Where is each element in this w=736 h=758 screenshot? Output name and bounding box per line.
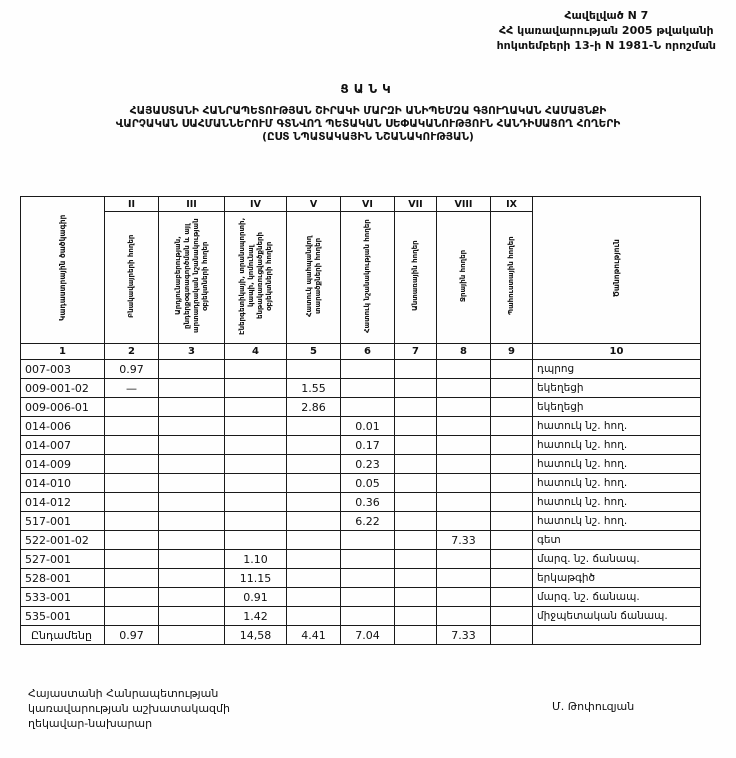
cadastral-code: 517-001 — [21, 512, 105, 531]
cell-value — [395, 474, 437, 493]
cell-value — [287, 360, 341, 379]
cell-value: 1.55 — [287, 379, 341, 398]
roman-numeral: VIII — [437, 197, 491, 212]
cell-value — [159, 569, 225, 588]
cell-value — [491, 493, 533, 512]
cell-value: 1.10 — [225, 550, 287, 569]
cell-value — [395, 531, 437, 550]
column-header-cadastral-code — [21, 197, 105, 344]
cell-value — [105, 531, 159, 550]
appendix-decision-line: հոկտեմբերի 13-ի N 1981-Ն որոշման — [496, 39, 716, 52]
appendix-number: Հավելված N 7 — [564, 9, 649, 22]
table-row — [21, 550, 701, 569]
total-row — [21, 626, 701, 645]
cell-value — [491, 474, 533, 493]
cell-value — [225, 493, 287, 512]
note-cell: եկեղեցի — [533, 398, 701, 417]
cell-value: 0.01 — [341, 417, 395, 436]
cell-value: 0.91 — [225, 588, 287, 607]
cell-value — [287, 474, 341, 493]
roman-numeral: IX — [491, 197, 533, 212]
cell-value — [491, 588, 533, 607]
cell-value — [395, 512, 437, 531]
cell-value — [395, 379, 437, 398]
cell-value — [105, 569, 159, 588]
cell-value: — — [105, 379, 159, 398]
cell-value — [341, 550, 395, 569]
cell-value — [341, 607, 395, 626]
column-header-water-lands — [437, 212, 491, 344]
total-note — [533, 626, 701, 645]
cell-value — [105, 474, 159, 493]
cell-value — [395, 588, 437, 607]
cell-value — [287, 417, 341, 436]
cell-value — [225, 474, 287, 493]
cell-value — [437, 455, 491, 474]
column-number-row — [21, 344, 701, 360]
total-value: 0.97 — [105, 626, 159, 645]
note-cell: հատուկ նշ. հող. — [533, 512, 701, 531]
table-row — [21, 360, 701, 379]
note-cell: հատուկ նշ. հող. — [533, 455, 701, 474]
cadastral-code: 014-012 — [21, 493, 105, 512]
cell-value — [491, 607, 533, 626]
cell-value — [395, 436, 437, 455]
cell-value — [437, 607, 491, 626]
cell-value — [105, 398, 159, 417]
note-cell: հատուկ նշ. հող. — [533, 417, 701, 436]
column-header-label: Ծանոթություն — [612, 239, 621, 297]
cell-value — [105, 512, 159, 531]
total-value: 7.33 — [437, 626, 491, 645]
cell-value: 0.23 — [341, 455, 395, 474]
table-row — [21, 455, 701, 474]
signatory-line: ղեկավար-նախարար — [28, 717, 153, 730]
note-cell: երկաթգիծ — [533, 569, 701, 588]
column-header-label: Հատուկ նշանակության հողեր — [363, 218, 371, 333]
cell-value — [491, 398, 533, 417]
column-header-special-purpose-lands — [341, 212, 395, 344]
cell-value: 6.22 — [341, 512, 395, 531]
cadastral-code: 014-009 — [21, 455, 105, 474]
column-number: 6 — [341, 344, 395, 360]
cell-value — [159, 493, 225, 512]
signature-name: Մ. Թոփուզյան — [552, 700, 635, 713]
document-title-block — [0, 82, 736, 144]
cell-value: 0.97 — [105, 360, 159, 379]
column-header-label: Ջրային հողեր — [459, 249, 467, 302]
total-value — [395, 626, 437, 645]
cell-value — [341, 398, 395, 417]
signatory-title-block — [28, 686, 230, 731]
table-row — [21, 436, 701, 455]
cell-value — [395, 550, 437, 569]
cell-value — [437, 417, 491, 436]
column-number: 3 — [159, 344, 225, 360]
cell-value — [159, 588, 225, 607]
cell-value — [225, 512, 287, 531]
column-header-label: Անտառային հողեր — [411, 240, 419, 311]
cell-value — [491, 360, 533, 379]
page-title: ՑԱՆԿ — [340, 82, 396, 96]
cell-value — [395, 493, 437, 512]
cell-value — [287, 550, 341, 569]
table-row — [21, 379, 701, 398]
cell-value — [225, 455, 287, 474]
cell-value — [105, 436, 159, 455]
cell-value — [437, 493, 491, 512]
cadastral-code: 009-001-02 — [21, 379, 105, 398]
column-header-label: Հատուկ պահպանվող տարածքների հողեր — [304, 234, 322, 317]
table-row — [21, 531, 701, 550]
cell-value — [395, 417, 437, 436]
cell-value — [159, 550, 225, 569]
note-cell: եկեղեցի — [533, 379, 701, 398]
roman-numeral: VII — [395, 197, 437, 212]
cell-value: 7.33 — [437, 531, 491, 550]
cell-value — [491, 569, 533, 588]
cell-value — [225, 398, 287, 417]
roman-numeral: IV — [225, 197, 287, 212]
note-cell: մարզ. նշ. ճանապ. — [533, 588, 701, 607]
title-line-purpose: (ԸՍՏ ՆՊԱՏԱԿԱՅԻՆ ՆՇԱՆԱԿՈՒԹՅԱՆ) — [262, 131, 474, 143]
column-header-infrastructure-lands — [225, 212, 287, 344]
total-value: 7.04 — [341, 626, 395, 645]
note-cell: դպրոց — [533, 360, 701, 379]
cell-value — [159, 417, 225, 436]
roman-numeral: V — [287, 197, 341, 212]
cell-value: 11.15 — [225, 569, 287, 588]
cell-value — [395, 455, 437, 474]
cell-value — [287, 607, 341, 626]
total-value: 14,58 — [225, 626, 287, 645]
cell-value — [395, 569, 437, 588]
cell-value — [225, 531, 287, 550]
cell-value — [225, 417, 287, 436]
column-header-label: Արդյունաբերության, ընդերքօգտագործման և այլ արտադրական նշանակության օբյեկտների հողեր — [173, 218, 209, 333]
cell-value — [105, 455, 159, 474]
roman-numeral: VI — [341, 197, 395, 212]
cell-value — [437, 569, 491, 588]
column-header-forest-lands — [395, 212, 437, 344]
cell-value — [395, 607, 437, 626]
roman-numeral-row — [21, 197, 701, 212]
cell-value — [437, 550, 491, 569]
appendix-reference — [497, 8, 716, 53]
cell-value — [287, 569, 341, 588]
cell-value — [159, 512, 225, 531]
cell-value — [437, 474, 491, 493]
table-row — [21, 474, 701, 493]
cell-value: 2.86 — [287, 398, 341, 417]
note-cell: հատուկ նշ. հող. — [533, 474, 701, 493]
cell-value — [395, 360, 437, 379]
cell-value: 0.17 — [341, 436, 395, 455]
title-line-community: ՀԱՅԱՍՏԱՆԻ ՀԱՆՐԱՊԵՏՈՒԹՅԱՆ ՇԻՐԱԿԻ ՄԱՐԶԻ ԱՆԻՊԵՄԶԱ ԳՅՈՒՂԱԿԱՆ ՀԱՄԱՅՆՔԻ — [129, 105, 607, 117]
appendix-gov-line: ՀՀ կառավարության 2005 թվականի — [499, 24, 714, 37]
cell-value — [225, 436, 287, 455]
column-header-protected-lands — [287, 212, 341, 344]
cell-value — [287, 436, 341, 455]
cadastral-code: 522-001-02 — [21, 531, 105, 550]
cell-value — [225, 379, 287, 398]
cell-value — [341, 379, 395, 398]
signatory-line: Հայաստանի Հանրապետության — [28, 687, 219, 700]
cell-value — [287, 512, 341, 531]
cadastral-code: 007-003 — [21, 360, 105, 379]
column-header-label: Պահուստային հողեր — [507, 236, 515, 315]
note-cell: միջպետական ճանապ. — [533, 607, 701, 626]
cell-value — [159, 474, 225, 493]
cell-value — [437, 588, 491, 607]
column-header-industrial-lands — [159, 212, 225, 344]
table-row — [21, 398, 701, 417]
note-cell: մարզ. նշ. ճանապ. — [533, 550, 701, 569]
cadastral-code: 535-001 — [21, 607, 105, 626]
total-value — [159, 626, 225, 645]
note-cell: գետ — [533, 531, 701, 550]
cell-value — [105, 588, 159, 607]
cell-value — [105, 417, 159, 436]
column-number: 10 — [533, 344, 701, 360]
cell-value: 0.36 — [341, 493, 395, 512]
cell-value — [159, 360, 225, 379]
cell-value — [491, 379, 533, 398]
total-value — [491, 626, 533, 645]
cell-value — [341, 569, 395, 588]
cell-value — [341, 588, 395, 607]
cell-value — [491, 512, 533, 531]
column-number: 7 — [395, 344, 437, 360]
cell-value — [287, 493, 341, 512]
cell-value — [287, 588, 341, 607]
cell-value — [225, 360, 287, 379]
cell-value — [159, 398, 225, 417]
cadastral-code: 009-006-01 — [21, 398, 105, 417]
cadastral-code: 527-001 — [21, 550, 105, 569]
cell-value — [341, 360, 395, 379]
total-label: Ընդամենը — [21, 626, 105, 645]
cell-value — [287, 455, 341, 474]
column-number: 4 — [225, 344, 287, 360]
cell-value — [159, 607, 225, 626]
cell-value — [105, 607, 159, 626]
cell-value — [159, 436, 225, 455]
column-header-label: Բնակավայրերի հողեր — [127, 233, 135, 318]
cell-value — [437, 360, 491, 379]
column-header-reserve-lands — [491, 212, 533, 344]
roman-numeral: III — [159, 197, 225, 212]
cell-value — [491, 436, 533, 455]
cell-value — [437, 379, 491, 398]
column-number: 9 — [491, 344, 533, 360]
note-cell: հատուկ նշ. հող. — [533, 493, 701, 512]
cell-value: 0.05 — [341, 474, 395, 493]
cell-value — [395, 398, 437, 417]
cell-value: 1.42 — [225, 607, 287, 626]
table-row — [21, 493, 701, 512]
table-row — [21, 569, 701, 588]
cell-value — [105, 550, 159, 569]
cell-value — [159, 531, 225, 550]
column-header-settlement-lands — [105, 212, 159, 344]
column-header-label: Կադաստրային ծածկագիր — [58, 214, 67, 322]
cell-value — [437, 436, 491, 455]
cell-value — [159, 455, 225, 474]
cell-value — [491, 417, 533, 436]
cadastral-code: 014-010 — [21, 474, 105, 493]
land-table — [20, 196, 701, 645]
column-header-label: Էներգետիկայի, տրանսպորտի, կապի, կոմունալ ենթակառուցվածքների օբյեկտների հողեր — [237, 216, 273, 335]
table-row — [21, 512, 701, 531]
cadastral-code: 528-001 — [21, 569, 105, 588]
table-row — [21, 417, 701, 436]
cell-value — [105, 493, 159, 512]
cell-value — [491, 455, 533, 474]
column-number: 8 — [437, 344, 491, 360]
cell-value — [437, 512, 491, 531]
cell-value — [491, 531, 533, 550]
column-number: 5 — [287, 344, 341, 360]
cadastral-code: 533-001 — [21, 588, 105, 607]
cadastral-code: 014-006 — [21, 417, 105, 436]
table-row — [21, 607, 701, 626]
cell-value — [287, 531, 341, 550]
table-row — [21, 588, 701, 607]
column-number: 1 — [21, 344, 105, 360]
column-number: 2 — [105, 344, 159, 360]
cell-value — [437, 398, 491, 417]
roman-numeral: II — [105, 197, 159, 212]
column-header-note — [533, 197, 701, 344]
cell-value — [341, 531, 395, 550]
total-value: 4.41 — [287, 626, 341, 645]
cell-value — [491, 550, 533, 569]
cadastral-code: 014-007 — [21, 436, 105, 455]
title-line-lands: ՎԱՐՉԱԿԱՆ ՍԱՀՄԱՆՆԵՐՈՒՄ ԳՏՆՎՈՂ ՊԵՏԱԿԱՆ ՍԵՓԱԿԱՆՈՒԹՅՈՒՆ ՀԱՆԴԻՍԱՑՈՂ ՀՈՂԵՐԻ — [115, 118, 621, 130]
cell-value — [159, 379, 225, 398]
note-cell: հատուկ նշ. հող. — [533, 436, 701, 455]
signatory-line: կառավարության աշխատակազմի — [28, 702, 230, 715]
